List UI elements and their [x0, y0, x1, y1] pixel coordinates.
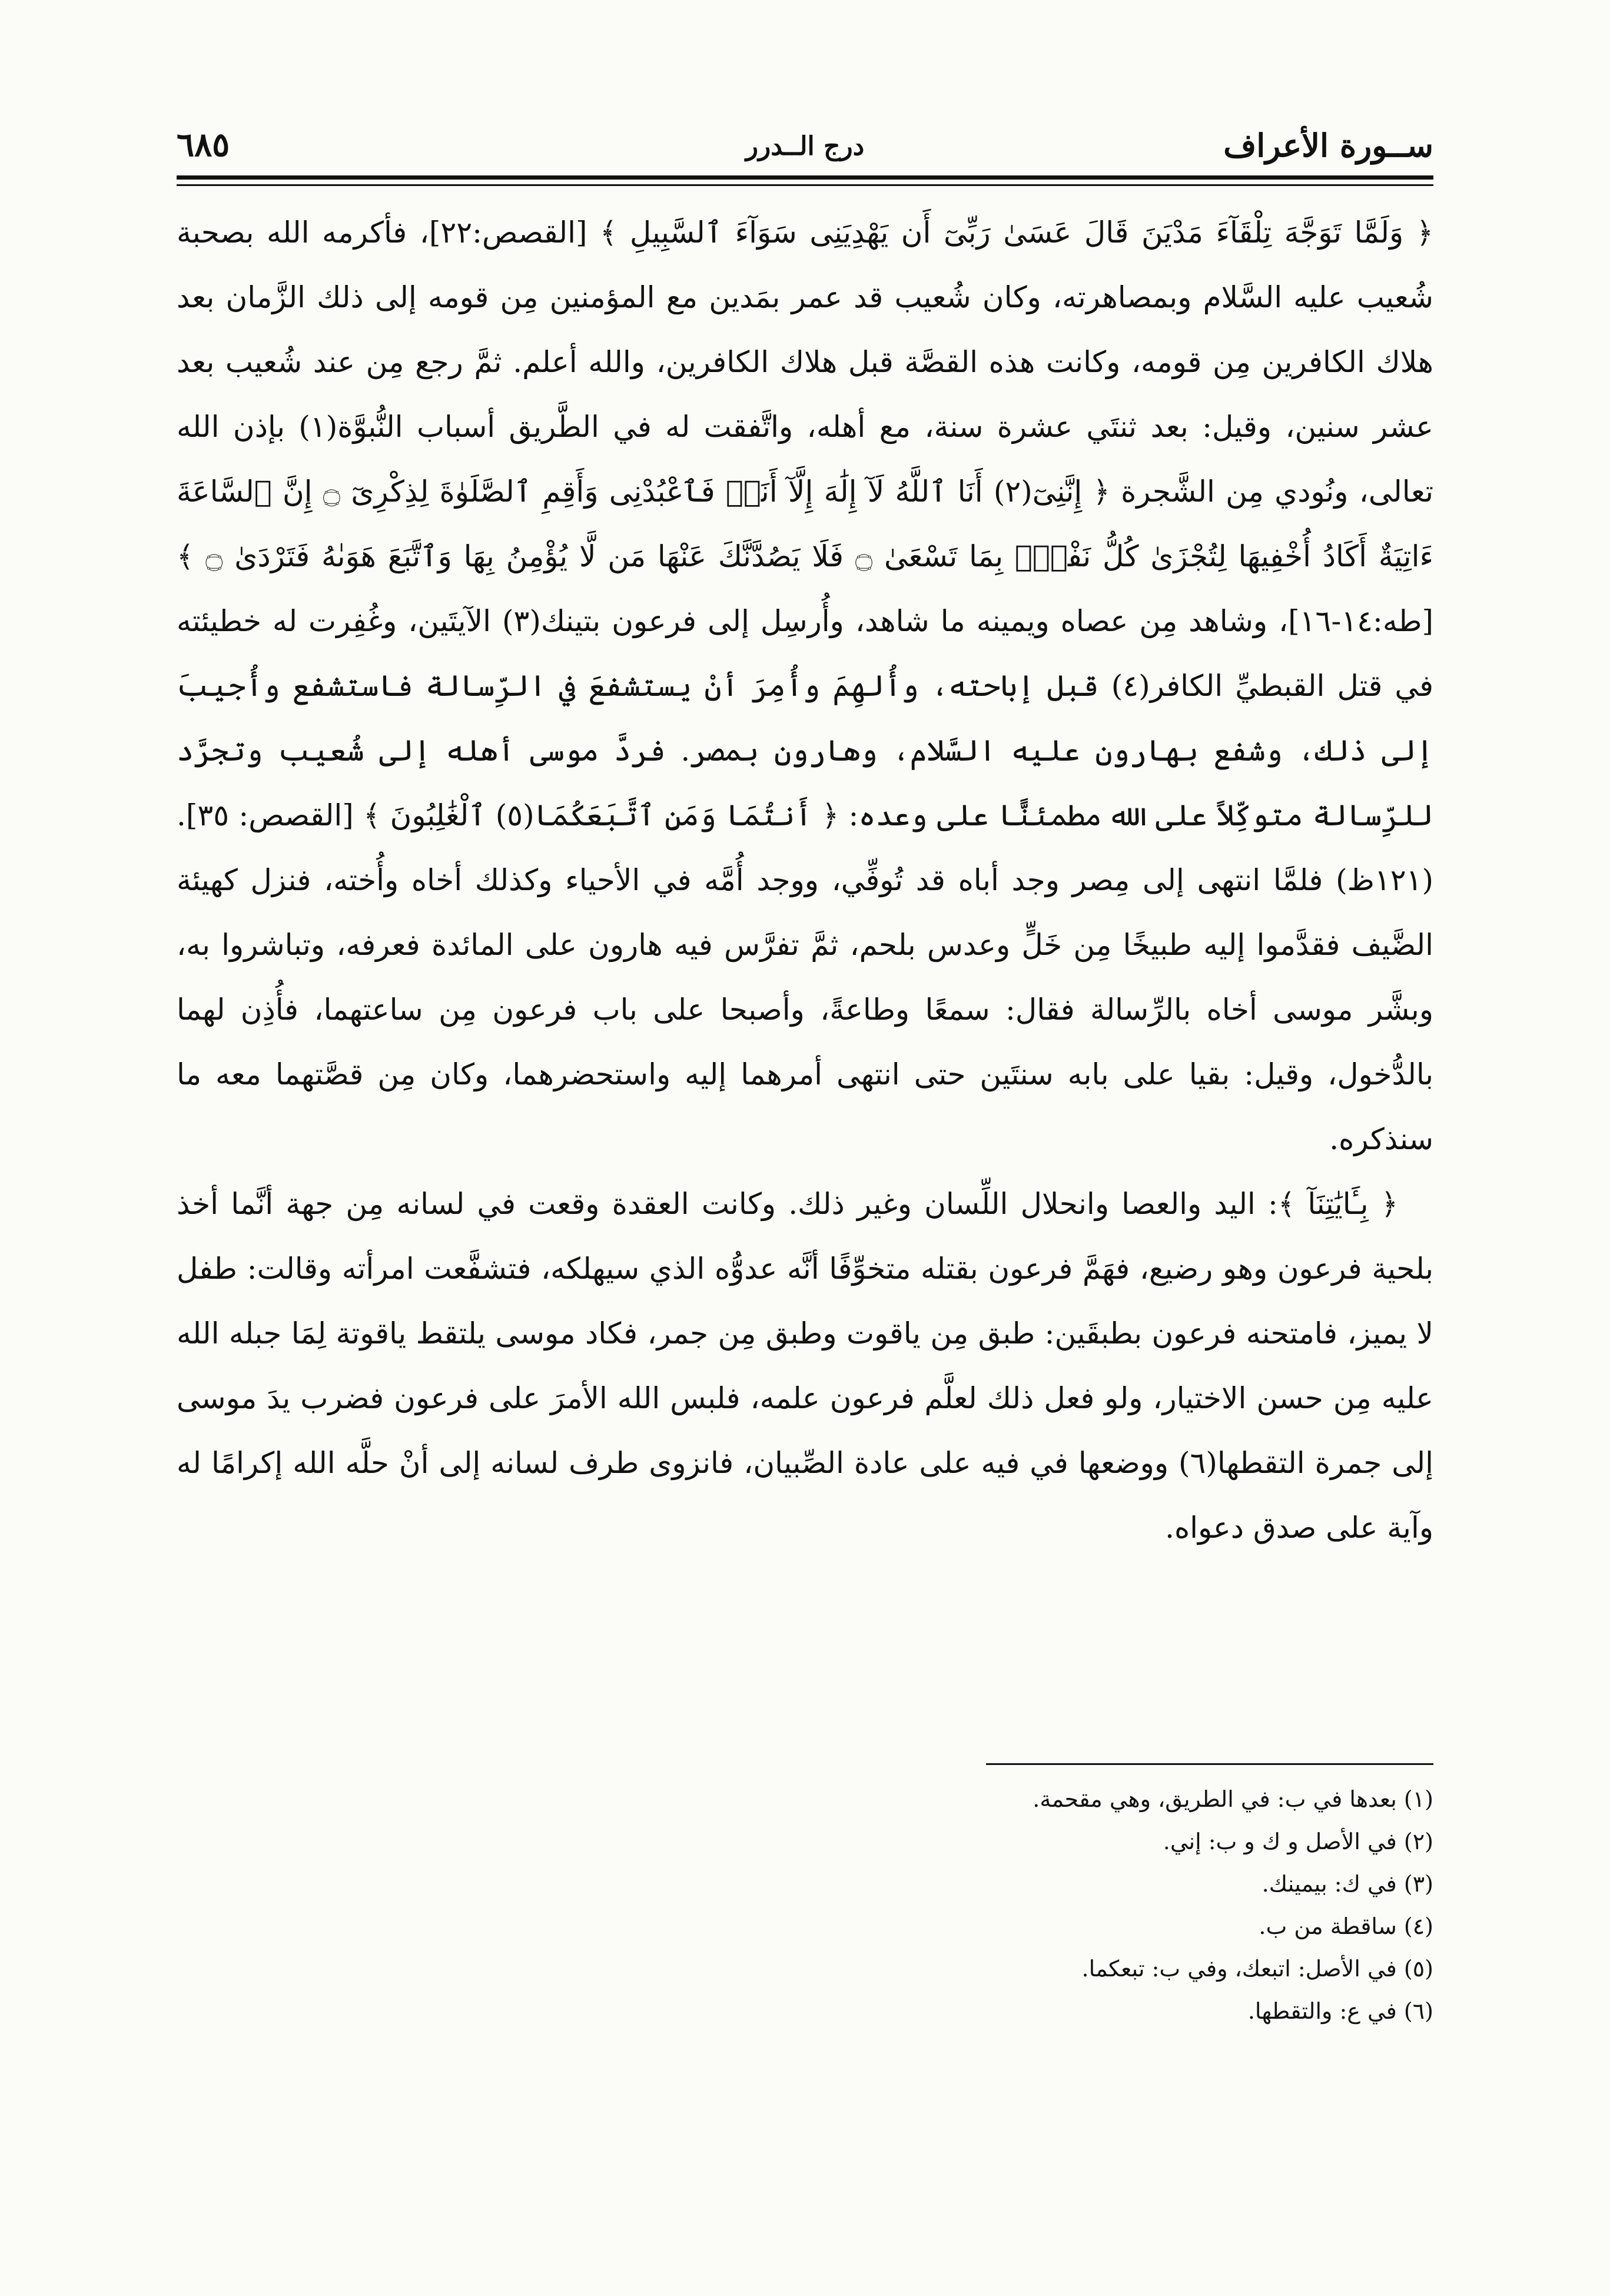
footnote-6: (٦) في ع: والتقطها. — [1247, 1998, 1433, 2024]
footnote-1: (١) بعدها في ب: في الطريق، وهي مقحمة. — [1033, 1786, 1433, 1812]
paragraph-2: ﴿ بِـَٔايَٰتِنَآ ﴾: اليد والعصا وانحلال اللِّسان وغير ذلك. وكانت العقدة وقعت في لسانه مِن جهة أنَّما أخذ بلحية فرعون وهو رضيع، فهَمَّ فرعون بقتله متخوِّفًا أنَّه عدوُّه الذي سيهلكه، فتشفَّعت امرأته وقالت: طفل لا يميز، فامتحنه فرعون بطبقَين: طبق مِن ياقوت وطبق مِن جمر، فكاد موسى يلتقط ياقوتة لِمَا جبله الله عليه مِن حسن الاختيار، ولو فعل ذلك لعلَّم فرعون علمه، فلبس الله الأمرَ على فرعون فضرب يدَ موسى إلى جمرة التقطها(٦) ووضعها في فيه على عادة الصِّبيان، فانزوى طرف لسانه إلى أنْ حلَّه الله إكرامًا له وآية على صدق دعواه. — [177, 1187, 1434, 1545]
footnote-separator — [986, 1763, 1433, 1765]
footnote-5: (٥) في الأصل: اتبعك، وفي ب: تبعكما. — [1081, 1956, 1433, 1982]
book-title: درج الــدرر — [745, 131, 865, 161]
page-header — [177, 127, 1433, 174]
footnote-4: (٤) ساقطة من ب. — [1259, 1913, 1433, 1939]
footnotes — [609, 1778, 1433, 2032]
footnote-3: (٣) في ك: بيمينك. — [1262, 1871, 1433, 1897]
footnote-2: (٢) في الأصل و ك و ب: إني. — [1163, 1829, 1433, 1854]
page-number: ٦٨٥ — [177, 125, 230, 164]
header-rule-thick — [177, 175, 1433, 180]
main-text — [177, 200, 1433, 1560]
header-rule-thin — [177, 184, 1433, 186]
paragraph-1: ﴿ وَلَمَّا تَوَجَّهَ تِلْقَآءَ مَدْيَنَ قَالَ عَسَىٰ رَبِّىٓ أَن يَهْدِيَنِى سَوَآءَ ٱلسَّبِيلِ ﴾ [القصص:٢٢]، فأكرمه الله بصحبة شُعيب عليه السَّلام وبمصاهرته، وكان شُعيب قد عمر بمَدين مع المؤمنين مِن قومه إلى ذلك الزَّمان بعد هلاك الكافرين مِن قومه، وكانت هذه القصَّة قبل هلاك الكافرين، والله أعلم. ثمَّ رجع مِن عند شُعيب بعد عشر سنين، وقيل: بعد ثنتَي عشرة سنة، مع أهله، واتَّفقت له في الطَّريق أسباب النُّبوَّة(١) بإذن الله تعالى، ونُودي مِن الشَّجرة ﴿ إِنَّنِىٓ(٢) أَنَا ٱللَّهُ لَآ إِلَٰهَ إِلَّآ أَنَا۠ فَٱعْبُدْنِى وَأَقِمِ ٱلصَّلَوٰةَ لِذِكْرِىٓ ۝ إِنَّ ٱلسَّاعَةَ ءَاتِيَةٌ أَكَادُ أُخْفِيهَا لِتُجْزَىٰ كُلُّ نَفْسٍۭ بِمَا تَسْعَىٰ ۝ فَلَا يَصُدَّنَّكَ عَنْهَا مَن لَّا يُؤْمِنُ بِهَا وَٱتَّبَعَ هَوَىٰهُ فَتَرْدَىٰ ۝ ﴾ [طه:١٤-١٦]، وشاهد مِن عصاه ويمينه ما شاهد، وأُرسِل إلى فرعون بتينك(٣) الآيتَين، وغُفِرت له خطيئته في قتل القبطيِّ الكافر(٤) قبل إباحته، وأُلهِمَ وأُمِرَ أنْ يستشفعَ في الرِّسالة فاستشفع وأُجيبَ إلى ذلك، وشفع بهارون عليه السَّلام، وهارون بمصر. فردَّ موسى أهله إلى شُعيب وتجرَّد للرِّسالة متوكِّلاً على الله مطمئنًّا على وعده: ﴿ أَنتُمَا وَمَنِ ٱتَّبَعَكُمَا(٥) ٱلْغَٰلِبُونَ ﴾ [القصص: ٣٥]. (١٢١ظ) فلمَّا انتهى إلى مِصر وجد أباه قد تُوفِّي، ووجد أُمَّه في الأحياء وكذلك أخاه وأُخته، فنزل كهيئة الضَّيف فقدَّموا إليه طبيخًا مِن خَلٍّ وعدس بلحم، ثمَّ تفرَّس فيه هارون على المائدة فعرفه، وتباشروا به، وبشَّر موسى أخاه بالرِّسالة فقال: سمعًا وطاعةً، وأصبحا على باب فرعون مِن ساعتهما، فأُذِن لهما بالدُّخول، وقيل: بقيا على بابه سنتَين حتى انتهى أمرهما إليه واستحضرهما، وكان مِن قصَّتهما معه ما سنذكره. — [177, 215, 1434, 1156]
surah-title: ســورة الأعراف — [1223, 127, 1433, 164]
